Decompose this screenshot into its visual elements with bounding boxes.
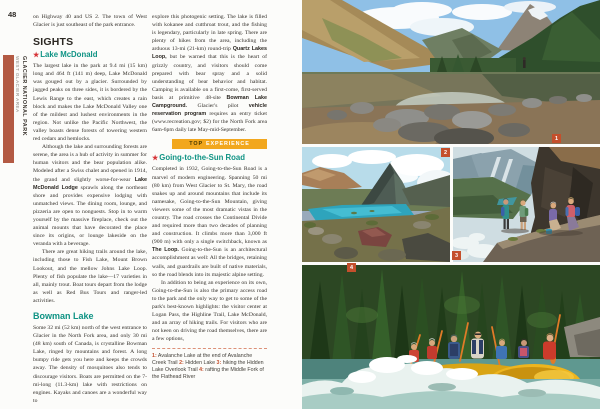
lake-mcdonald-heading [33, 50, 147, 59]
banner-experience-word: EXPERIENCE [205, 141, 250, 148]
going-to-the-sun-title: Going-to-the-Sun Road [159, 153, 246, 163]
lake-mcdonald-paragraph-2: Although the lake and surrounding forests are serene, the area is a hub of activity in summer for human visitors and the bear population alike. Modeled after a Swiss chalet and opened in 1914, the grand and slightly worse-for-wear Lake McDonald Lodge sprawls along the northeast shore and provides expensive lodging with unmatched views. The dining room, lounge, and pizzeria are open to nonguests. Stop in to warm yourself by the massive fireplace, check out the animal mounts that have decorated the place since its origins, or lounge lakeside on the veranda with a beverage. [33, 144, 147, 248]
lake-mcdonald-paragraph-3: There are great hiking trails around the lake, including those to Fish Lake, Mount Brown Lookout, and the mellow Johns Lake Loop. Plenty of fish populate the lake—17 varieties in all, mainly trout. Boat tours depart from the lodge as well as Red Bus Tours and ranger-led activities. [33, 249, 147, 304]
photo-badge-4: 4 [347, 263, 356, 272]
photo-badge-2: 2 [441, 148, 450, 157]
photo-badge-1: 1 [552, 134, 561, 143]
intro-paragraph: on Highway 40 and US 2. The town of West Glacier is just southeast of the park entrance. [33, 14, 147, 29]
going-to-the-sun-heading [152, 153, 267, 162]
sidebar-chapter-label: GLACIER NATIONAL PARK [21, 56, 27, 136]
star-icon: ★ [33, 52, 40, 60]
top-experience-banner [172, 139, 267, 149]
page-number: 48 [8, 10, 17, 19]
continuation-paragraph: explore this photogenic setting. The lake is filled with kokanee and cutthroat trout, and the fishing is legendary, particularly in late spring. There are plenty of hikes from the area, including the arduous 13-mi (21-km) round-trip Quartz Lakes Loop, but be warned that this is the heart of grizzly country, and visitors should come prepared with bear spray and a solid understanding of bear behavior and habitat. Camping is available on a first-come, first-served basis at primitive 48-site Bowman Lake Campground. Glacier's pilot vehicle reservation program requires an entry ticket (www.recreation.gov; $2) for the North Fork area 6am-6pm daily late May-mid-September. [152, 14, 267, 134]
avalanche-lake-photo [302, 0, 600, 144]
hidden-lake-photo [302, 147, 450, 262]
lake-mcdonald-paragraph-1: The largest lake in the park at 9.4 mi (15 km) long and 464 ft (141 m) deep, Lake McDonald was gouged out by a glacier. Surrounded by jagged peaks on three sides, it is bordered by the Lewis Range to the east, which creates a rain block and makes the Lake McDonald Valley one of the mildest and lushest environments in the region. Not unlike the Pacific Northwest, the valley boasts dense forests of towering western red cedars and hemlocks. [33, 63, 147, 143]
left-text-column [33, 13, 147, 405]
photo-badge-3: 3 [452, 251, 461, 260]
sidebar-section-label: WEST GLACIER AREA [15, 56, 20, 113]
person-figure [523, 57, 526, 68]
chapter-tab-bar [3, 55, 14, 163]
gttsr-paragraph-1: Completed in 1932, Going-to-the-Sun Road is a marvel of modern engineering. Spanning 50 mi (80 km) from West Glacier to St. Mary, the road snakes up and around mountains that include its namesake, Going-to-the-Sun Mountain, giving viewers some of the most dramatic vistas in the country. The road crosses the Continental Divide and required more than two decades of planning and construction. It climbs more than 3,000 ft (900 m) with only a single switchback, known as The Loop. Going-to-the-Sun is an architectural accomplishment as well: All the bridges, retaining walls, and guardrails are built of native materials, so the road blends into its majestic alpine setting. [152, 166, 267, 278]
rafting-photo [302, 265, 600, 409]
hidden-lake-overlook-photo [453, 147, 600, 262]
bowman-lake-heading: Bowman Lake [33, 311, 94, 321]
lake-mcdonald-title: Lake McDonald [40, 50, 98, 60]
gttsr-paragraph-2: In addition to being an experience on its own, Going-to-the-Sun is also the primary access road to the park and the only way to get to some of the park's best-known highlights: the visitor center at Logan Pass, the Highline Trail, Lake McDonald, and an array of hiking trails. For visitors who are not keen on driving the road themselves, there are a few options, [152, 279, 267, 343]
sights-heading: SIGHTS [33, 36, 74, 49]
banner-top-word: TOP [189, 141, 203, 148]
photo-caption: 1: Avalanche Lake at the end of Avalanche Creek Trail 2: Hidden Lake 3: hiking the Hidden Lake Overlook Trail 4: rafting the Middle Fork of the Flathead River [152, 348, 267, 381]
star-icon: ★ [152, 155, 159, 163]
middle-text-column [152, 13, 267, 381]
bowman-lake-paragraph: Some 32 mi (52 km) north of the west entrance to Glacier in the North Fork area, and only 30 mi (48 km) south of Canada, is crystalline Bowman Lake, ringed by mountains and forest. A long bumpy ride gets you here and keeps the crowds away. The density of mosquitoes also tends to discourage visitors. Boats are permitted on the 7-mi-long (11.3-km) lake with restrictions on engines. Kayaks and canoes are a wonderful way to [33, 325, 147, 404]
